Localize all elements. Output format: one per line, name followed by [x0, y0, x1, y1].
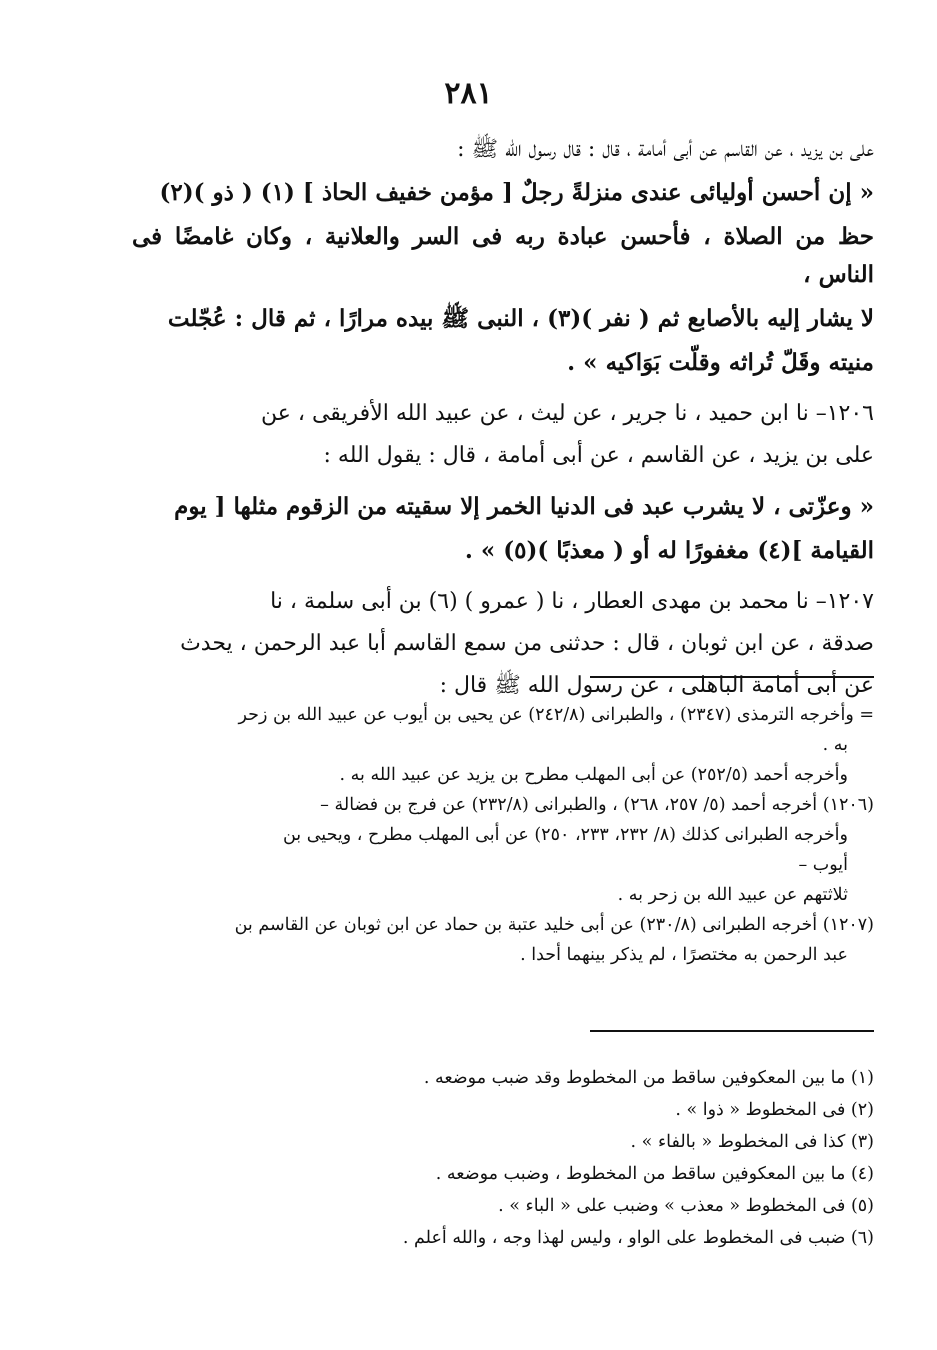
hadith-text-line: القيامة ](٤) مغفورًا له أو ( معذبًا )(٥) » .	[464, 537, 874, 564]
footnote: (٥) فى المخطوط « معذب » وضبب على « الباء » .	[498, 1196, 874, 1216]
footnote: (٢) فى المخطوط « ذوا » .	[675, 1100, 874, 1120]
isnad-line: عن أبى أمامة الباهلى ، عن رسول الله ﷺ قال :	[439, 673, 874, 698]
note-line: أيوب –	[798, 855, 848, 875]
text-line: على بن يزيد ، عن القاسم عن أبى أمامة ، قال : قال رسول الله ﷺ :	[457, 137, 874, 162]
hadith-text-line: حظ من الصلاة ، فأحسن عبادة ربه فى السر والعلانية ، وكان غامضًا فى الناس ،	[132, 223, 874, 288]
footnotes	[132, 1062, 874, 1254]
note-line: (١٢٠٧) أخرجه الطبرانى (٢٣٠/٨) عن أبى خليد عتبة بن حماد عن ابن ثوبان عن القاسم بن	[234, 915, 874, 935]
note-line: = وأخرجه الترمذى (٢٣٤٧) ، والطبرانى (٢٤٢/٨) عن يحيى بن أيوب عن عبيد الله بن زحر	[238, 705, 874, 725]
isnad-line: صدقة ، عن ابن ثوبان ، قال : حدثنى من سمع القاسم أبا عبد الرحمن ، يحدث	[180, 631, 874, 656]
page-number: ٢٨١	[444, 76, 493, 111]
footnote: (١) ما بين المعكوفين ساقط من المخطوط وقد ضبب موضعه .	[423, 1068, 874, 1088]
separator-rule	[590, 1030, 874, 1032]
note-line: وأخرجه الطبرانى كذلك (٨/ ٢٣٢، ٢٣٣، ٢٥٠) عن أبى المهلب مطرح ، ويحيى بن	[282, 825, 848, 845]
isnad-line-1206: ١٢٠٦– نا ابن حميد ، نا جرير ، عن ليث ، عن عبيد الله الأفريقى ، عن	[260, 401, 874, 426]
note-line: ثلاثتهم عن عبيد الله بن زحر به .	[617, 885, 848, 905]
hadith-text-line: لا يشار إليه بالأصابع ثم ( نفر )(٣) ، النبى ﷺ بيده مرارًا ، ثم قال : عُجّلت	[167, 305, 874, 332]
main-text	[132, 132, 874, 710]
footnote: (٤) ما بين المعكوفين ساقط من المخطوط ، وضبب موضعه .	[435, 1164, 874, 1184]
takhrij-notes	[132, 700, 874, 970]
note-line: وأخرجه أحمد (٢٥٢/٥) عن أبى المهلب مطرح بن يزيد عن عبيد الله به .	[339, 765, 848, 785]
isnad-line: على بن يزيد ، عن القاسم ، عن أبى أمامة ، قال : يقول الله :	[323, 443, 874, 468]
hadith-text-line: منيته وقَلّ تُراثه وقلّت بَوَاكيه » .	[567, 349, 874, 376]
hadith-text-line: « وعزّتى ، لا يشرب عبد فى الدنيا الخمر إلا سقيته من الزقوم مثلها [ يوم	[174, 493, 874, 520]
note-line: عبد الرحمن به مختصرًا ، لم يذكر بينهما أحدا .	[520, 945, 848, 965]
isnad-line-1207: ١٢٠٧– نا محمد بن مهدى العطار ، نا ( عمرو ) (٦) بن أبى سلمة ، نا	[270, 589, 874, 614]
hadith-text-line: « إن أحسن أوليائى عندى منزلةً رجلٌ [ مؤمن خفيف الحاذ ] (١) ( ذو )(٢)	[159, 179, 874, 206]
footnote: (٦) ضبب فى المخطوط على الواو ، وليس لهذا وجه ، والله أعلم .	[402, 1228, 874, 1248]
separator-rule	[590, 676, 874, 678]
footnote: (٣) كذا فى المخطوط « بالفاء » .	[630, 1132, 874, 1152]
note-line: به .	[822, 735, 848, 755]
note-line: (١٢٠٦) أخرجه أحمد (٥/ ٢٥٧، ٢٦٨) ، والطبرانى (٢٣٢/٨) عن فرج بن فضالة –	[320, 795, 874, 815]
